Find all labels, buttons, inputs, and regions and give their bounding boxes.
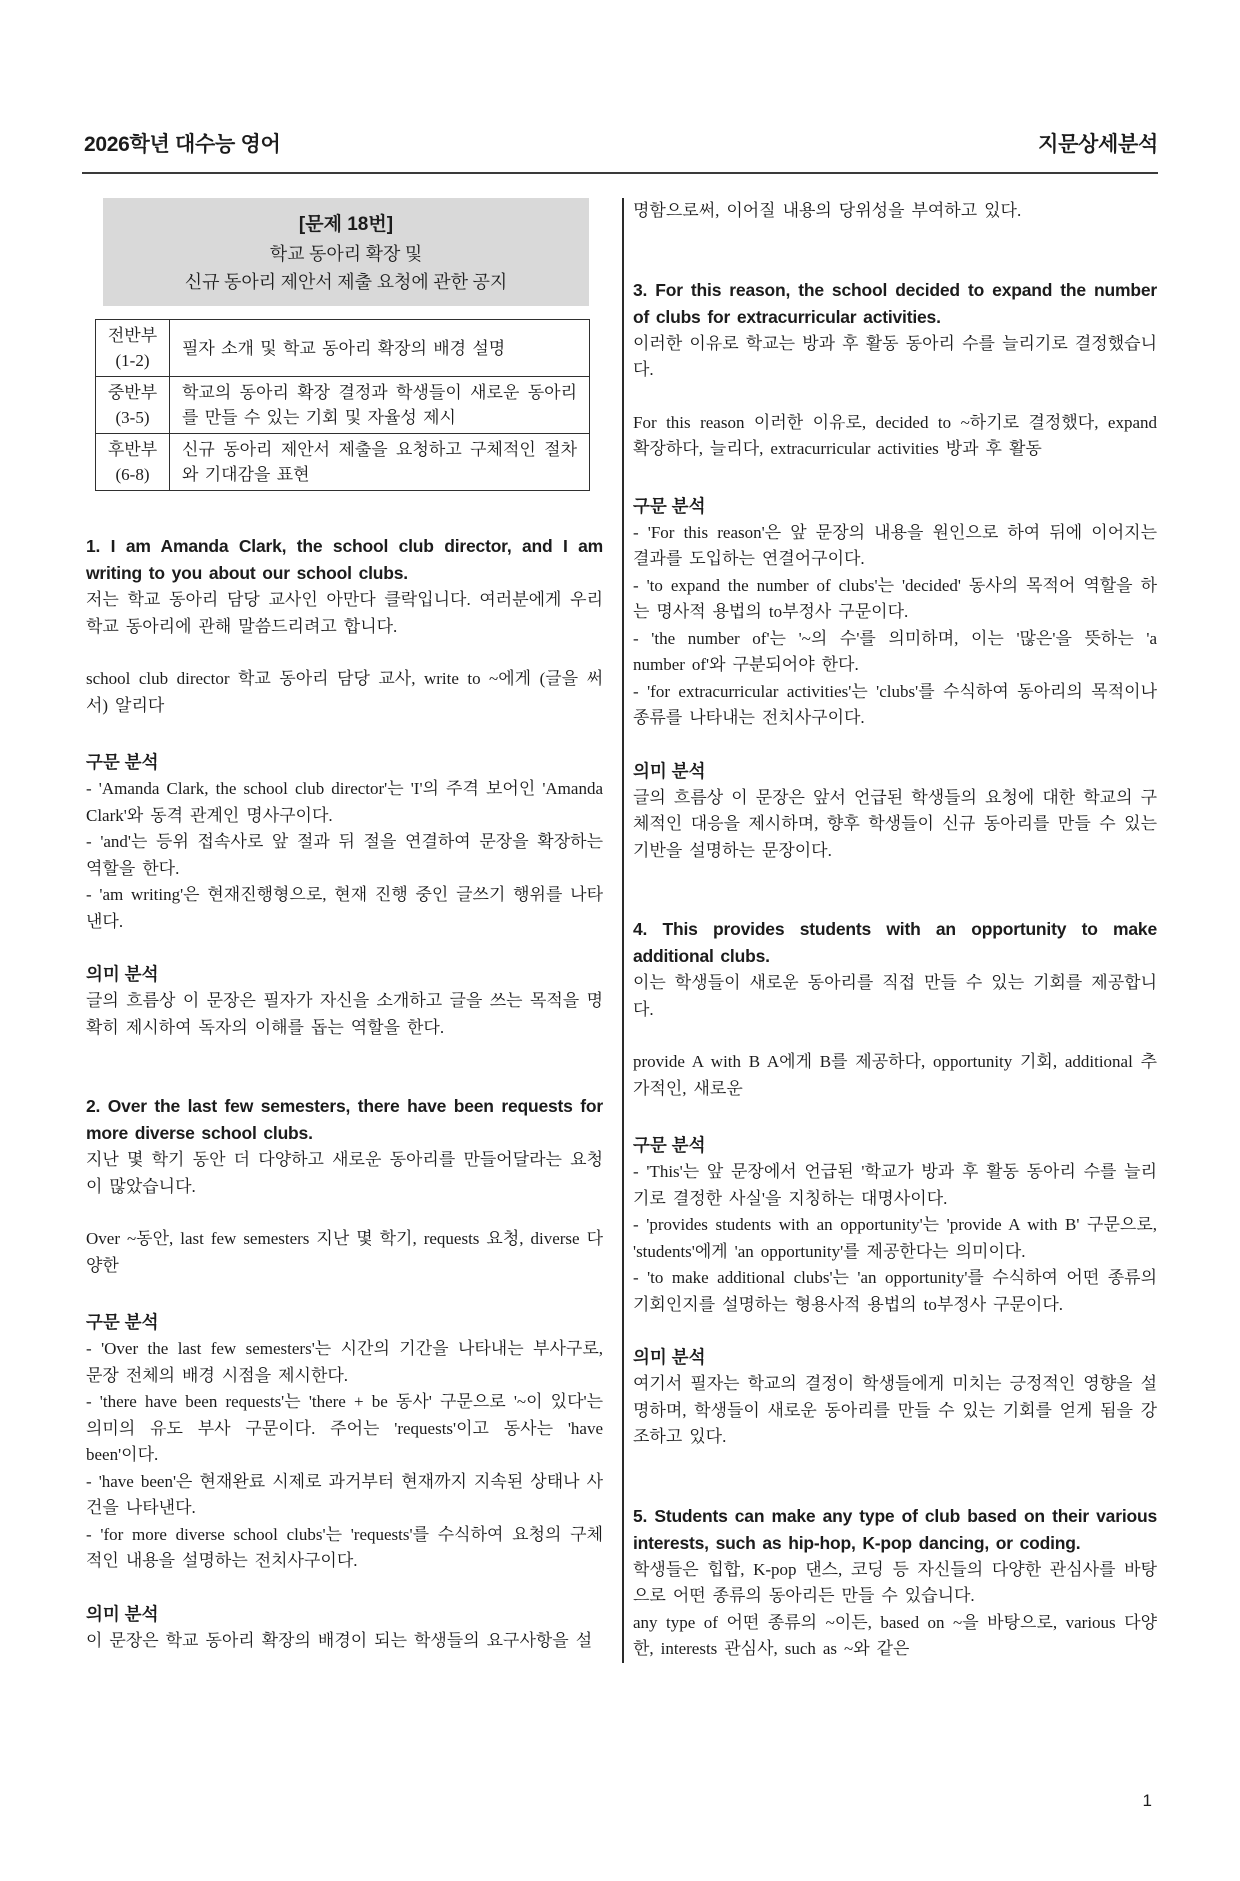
two-column-content (0, 198, 1240, 1663)
syntax-item: - 'for more diverse school clubs'는 'requests'를 수식하여 요청의 구체적인 내용을 설명하는 전치사구이다. (86, 1524, 603, 1570)
question-title-box (103, 198, 589, 306)
part-range: (1-2) (115, 351, 150, 370)
part-desc: 필자 소개 및 학교 동아리 확장의 배경 설명 (170, 320, 590, 377)
vocab-line: any type of 어떤 종류의 ~이든, based on ~을 바탕으로, various 다양한, interests 관심사, such as ~와 같은 (633, 1612, 1157, 1658)
meaning-analysis-label: 의미 분석 (86, 964, 159, 984)
sentence-section-3 (633, 277, 1157, 865)
sentence-section-5 (633, 1503, 1157, 1663)
part-label: 중반부 (107, 383, 158, 402)
meaning-text: 여기서 필자는 학교의 결정이 학생들에게 미치는 긍정적인 영향을 설명하며, 학생들이 새로운 동아리를 만들 수 있는 기회를 얻게 됨을 강조하고 있다. (633, 1374, 1157, 1446)
syntax-item: - 'For this reason'은 앞 문장의 내용을 원인으로 하여 뒤에 이어지는 결과를 도입하는 연결어구이다. (633, 522, 1157, 568)
question-topic-line-1: 학교 동아리 확장 및 (269, 244, 423, 264)
column-divider-rule (622, 198, 624, 1663)
part-cell (96, 434, 170, 491)
passage-structure-table (95, 319, 590, 491)
syntax-item: - 'Amanda Clark, the school club director'는 'I'의 주격 보어인 'Amanda Clark'와 동격 관계인 명사구이다. (86, 779, 603, 825)
vocab-line: provide A with B A에게 B를 제공하다, opportunity 기회, additional 추가적인, 새로운 (633, 1052, 1157, 1098)
table-row (96, 320, 590, 377)
syntax-item: - 'there have been requests'는 'there + be 동사' 구문으로 '~이 있다'는 의미의 유도 부사 구문이다. 주어는 'requests'이고 동사는 'have been'이다. (86, 1392, 603, 1464)
sentence-translation: 저는 학교 동아리 담당 교사인 아만다 클락입니다. 여러분에게 우리 학교 동아리에 관해 말씀드리려고 합니다. (86, 590, 603, 636)
meaning-analysis-label: 의미 분석 (86, 1603, 159, 1624)
sentence-translation: 지난 몇 학기 동안 더 다양하고 새로운 동아리를 만들어달라는 요청이 많았습니다. (86, 1150, 603, 1196)
syntax-item: - 'Over the last few semesters'는 시간의 기간을 나타내는 부사구로, 문장 전체의 배경 시점을 제시한다. (86, 1339, 603, 1385)
table-row (96, 434, 590, 491)
vocab-line: school club director 학교 동아리 담당 교사, write to ~에게 (글을 써서) 알리다 (86, 669, 603, 715)
sentence-heading: 2. Over the last few semesters, there have been requests for more diverse school clubs. (86, 1096, 603, 1143)
table-row (96, 377, 590, 434)
syntax-item: - 'This'는 앞 문장에서 언급된 '학교가 방과 후 활동 동아리 수를 늘리기로 결정한 사실'을 지칭하는 대명사이다. (633, 1162, 1157, 1208)
syntax-item: - 'for extracurricular activities'는 'clubs'를 수식하여 동아리의 목적이나 종류를 나타내는 전치사구이다. (633, 681, 1157, 727)
left-column (86, 198, 603, 1663)
syntax-item: - 'and'는 등위 접속사로 앞 절과 뒤 절을 연결하여 문장을 확장하는 역할을 한다. (86, 832, 603, 878)
question-topic-line-2: 신규 동아리 제안서 제출 요청에 관한 공지 (184, 272, 508, 292)
meaning-analysis-label: 의미 분석 (633, 1347, 706, 1367)
syntax-item: - 'the number of'는 '~의 수'를 의미하며, 이는 '많은'을 뜻하는 'a number of'와 구분되어야 한다. (633, 628, 1157, 674)
header-left-title: 2026학년 대수능 영어 (84, 133, 281, 156)
right-column (633, 198, 1157, 1663)
part-cell (96, 320, 170, 377)
part-label: 전반부 (107, 326, 158, 345)
syntax-analysis-label: 구문 분석 (86, 752, 159, 772)
part-cell (96, 377, 170, 434)
sentence-heading: 4. This provides students with an opportunity to make additional clubs. (633, 919, 1157, 966)
syntax-item: - 'to make additional clubs'는 'an opportunity'를 수식하여 어떤 종류의 기회인지를 설명하는 형용사적 용법의 to부정사 구문이다. (633, 1268, 1157, 1314)
syntax-item: - 'have been'은 현재완료 시제로 과거부터 현재까지 지속된 상태나 사건을 나타낸다. (86, 1471, 603, 1517)
syntax-item: - 'am writing'은 현재진행형으로, 현재 진행 중인 글쓰기 행위를 나타낸다. (86, 885, 603, 931)
part-range: (6-8) (115, 465, 150, 484)
meaning-text-split-start: 이 문장은 학교 동아리 확장의 배경이 되는 학생들의 요구사항을 설 (86, 1630, 593, 1650)
sentence-heading: 5. Students can make any type of club based on their various interests, such as hip-hop, K-pop dancing, or coding. (633, 1505, 1157, 1553)
sentence-translation: 이는 학생들이 새로운 동아리를 직접 만들 수 있는 기회를 제공합니다. (633, 973, 1157, 1019)
syntax-item: - 'provides students with an opportunity'는 'provide A with B' 구문으로, 'students'에게 'an opportunity'를 제공한다는 의미이다. (633, 1215, 1157, 1261)
meaning-text-split-continuation: 명함으로써, 이어질 내용의 당위성을 부여하고 있다. (633, 201, 1022, 220)
sentence-translation: 학생들은 힙합, K-pop 댄스, 코딩 등 자신들의 다양한 관심사를 바탕으로 어떤 종류의 동아리든 만들 수 있습니다. (633, 1559, 1157, 1605)
sentence-section-4 (633, 916, 1157, 1451)
header-rule (82, 172, 1158, 174)
sentence-heading: 1. I am Amanda Clark, the school club director, and I am writing to you about our school clubs. (86, 536, 603, 583)
header-right-title: 지문상세분석 (1038, 133, 1158, 156)
part-desc: 학교의 동아리 확장 결정과 학생들이 새로운 동아리를 만들 수 있는 기회 및 자율성 제시 (170, 377, 590, 434)
part-range: (3-5) (115, 408, 150, 427)
vocab-line: Over ~동안, last few semesters 지난 몇 학기, requests 요청, diverse 다양한 (86, 1229, 603, 1275)
syntax-analysis-label: 구문 분석 (633, 1135, 706, 1155)
sentence-heading: 3. For this reason, the school decided to expand the number of clubs for extracurricular activities. (633, 279, 1157, 327)
part-desc: 신규 동아리 제안서 제출을 요청하고 구체적인 절차와 기대감을 표현 (170, 434, 590, 491)
page-number: 1 (1142, 1791, 1152, 1810)
syntax-analysis-label: 구문 분석 (633, 495, 706, 516)
part-label: 후반부 (107, 440, 158, 459)
sentence-section-1 (86, 533, 603, 1041)
meaning-text: 글의 흐름상 이 문장은 필자가 자신을 소개하고 글을 쓰는 목적을 명확히 제시하여 독자의 이해를 돕는 역할을 한다. (86, 991, 603, 1037)
syntax-analysis-label: 구문 분석 (86, 1312, 159, 1332)
sentence-section-2 (86, 1093, 603, 1654)
meaning-analysis-label: 의미 분석 (633, 760, 706, 781)
vocab-line: For this reason 이러한 이유로, decided to ~하기로 결정했다, expand 확장하다, 늘리다, extracurricular activities 방과 후 활동 (633, 412, 1157, 458)
question-number-title: [문제 18번] (298, 214, 394, 235)
sentence-translation: 이러한 이유로 학교는 방과 후 활동 동아리 수를 늘리기로 결정했습니다. (633, 333, 1157, 379)
page-header (84, 128, 1158, 158)
syntax-item: - 'to expand the number of clubs'는 'decided' 동사의 목적어 역할을 하는 명사적 용법의 to부정사 구문이다. (633, 575, 1157, 621)
meaning-text: 글의 흐름상 이 문장은 앞서 언급된 학생들의 요청에 대한 학교의 구체적인 대응을 제시하며, 향후 학생들이 신규 동아리를 만들 수 있는 기반을 설명하는 문장이다. (633, 787, 1157, 860)
